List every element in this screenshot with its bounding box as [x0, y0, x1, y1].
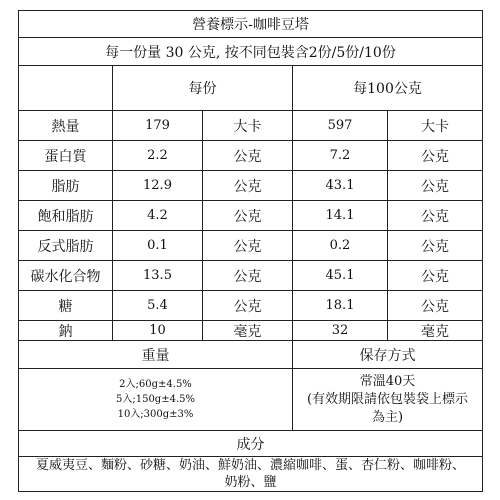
weight-line: 10入;300g±3% — [117, 409, 194, 420]
weight-storage-heading-row — [19, 341, 482, 369]
nutrient-per-100g: 32 — [293, 321, 388, 340]
nutrient-name: 蛋白質 — [19, 141, 113, 170]
storage-line: (有效期限請依包裝袋上標示 — [306, 391, 469, 407]
nutrient-row — [19, 201, 482, 231]
header-blank — [19, 66, 113, 110]
nutrient-row — [19, 111, 482, 141]
label-title: 營養標示-咖啡豆塔 — [192, 17, 309, 33]
serving-info: 每一份量 30 公克, 按不同包裝含2份/5份/10份 — [105, 44, 396, 61]
nutrient-unit: 公克 — [421, 268, 449, 285]
weight-heading: 重量 — [19, 341, 293, 368]
nutrient-name: 反式脂肪 — [19, 231, 113, 260]
nutrient-per-serving: 5.4 — [113, 291, 203, 320]
nutrient-row — [19, 321, 482, 341]
nutrient-unit: 公克 — [203, 231, 293, 260]
nutrient-per-serving: 0.1 — [113, 231, 203, 260]
nutrient-unit: 公克 — [421, 208, 449, 225]
nutrient-per-100g: 597 — [293, 111, 388, 140]
storage-heading: 保存方式 — [359, 347, 416, 364]
weight-line: 5入;150g±4.5% — [115, 394, 195, 405]
nutrient-per-100g: 43.1 — [293, 171, 388, 200]
nutrient-row — [19, 171, 482, 201]
nutrient-per-serving: 2.2 — [113, 141, 203, 170]
weight-line: 2入;60g±4.5% — [119, 379, 192, 390]
ingredients-heading: 成分 — [236, 436, 265, 453]
ingredients-content-row — [19, 457, 482, 491]
nutrient-per-100g: 18.1 — [293, 291, 388, 320]
nutrient-per-serving: 12.9 — [113, 171, 203, 200]
nutrient-per-serving: 179 — [113, 111, 203, 140]
nutrient-unit: 公克 — [203, 291, 293, 320]
header-per-serving: 每份 — [113, 66, 293, 110]
nutrient-unit: 大卡 — [203, 111, 293, 140]
nutrient-per-serving: 13.5 — [113, 261, 203, 290]
storage-content — [293, 369, 482, 430]
storage-line: 常溫40天 — [359, 373, 416, 389]
nutrient-unit: 公克 — [203, 201, 293, 230]
nutrient-per-serving: 4.2 — [113, 201, 203, 230]
ingredients-line: 夏威夷豆、麵粉、砂糖、奶油、鮮奶油、濃縮咖啡、蛋、杏仁粉、咖啡粉、 — [35, 458, 465, 473]
nutrition-label — [18, 10, 483, 492]
title-row — [19, 11, 482, 38]
ingredients-line: 奶粉、鹽 — [224, 475, 277, 490]
ingredients-heading-row — [19, 431, 482, 457]
nutrient-row — [19, 141, 482, 171]
nutrient-per-100g: 7.2 — [293, 141, 388, 170]
nutrient-row — [19, 231, 482, 261]
header-per-100g: 每100公克 — [353, 81, 422, 97]
nutrient-per-100g: 0.2 — [293, 231, 388, 260]
nutrient-unit: 公克 — [203, 141, 293, 170]
nutrient-unit: 公克 — [421, 148, 449, 165]
weight-storage-content-row — [19, 369, 482, 431]
serving-row — [19, 38, 482, 66]
nutrient-row — [19, 291, 482, 321]
weight-content — [19, 369, 293, 430]
nutrient-unit: 公克 — [421, 178, 449, 195]
nutrient-unit: 公克 — [203, 171, 293, 200]
nutrient-name: 糖 — [19, 291, 113, 320]
nutrient-name: 熱量 — [19, 111, 113, 140]
nutrient-name: 碳水化合物 — [19, 261, 113, 290]
nutrient-row — [19, 261, 482, 291]
nutrient-per-100g: 45.1 — [293, 261, 388, 290]
nutrient-per-serving: 10 — [113, 321, 203, 340]
nutrient-name: 鈉 — [19, 321, 113, 340]
nutrient-unit: 公克 — [203, 261, 293, 290]
column-header-row — [19, 66, 482, 111]
nutrient-unit: 毫克 — [421, 323, 449, 340]
nutrient-unit: 毫克 — [203, 321, 293, 340]
nutrient-per-100g: 14.1 — [293, 201, 388, 230]
nutrient-unit: 大卡 — [421, 118, 449, 135]
nutrient-name: 脂肪 — [19, 171, 113, 200]
nutrient-unit: 公克 — [421, 238, 449, 255]
nutrient-unit: 公克 — [421, 298, 449, 315]
storage-line: 為主) — [371, 409, 404, 425]
ingredients-content — [19, 457, 482, 491]
nutrient-name: 飽和脂肪 — [19, 201, 113, 230]
